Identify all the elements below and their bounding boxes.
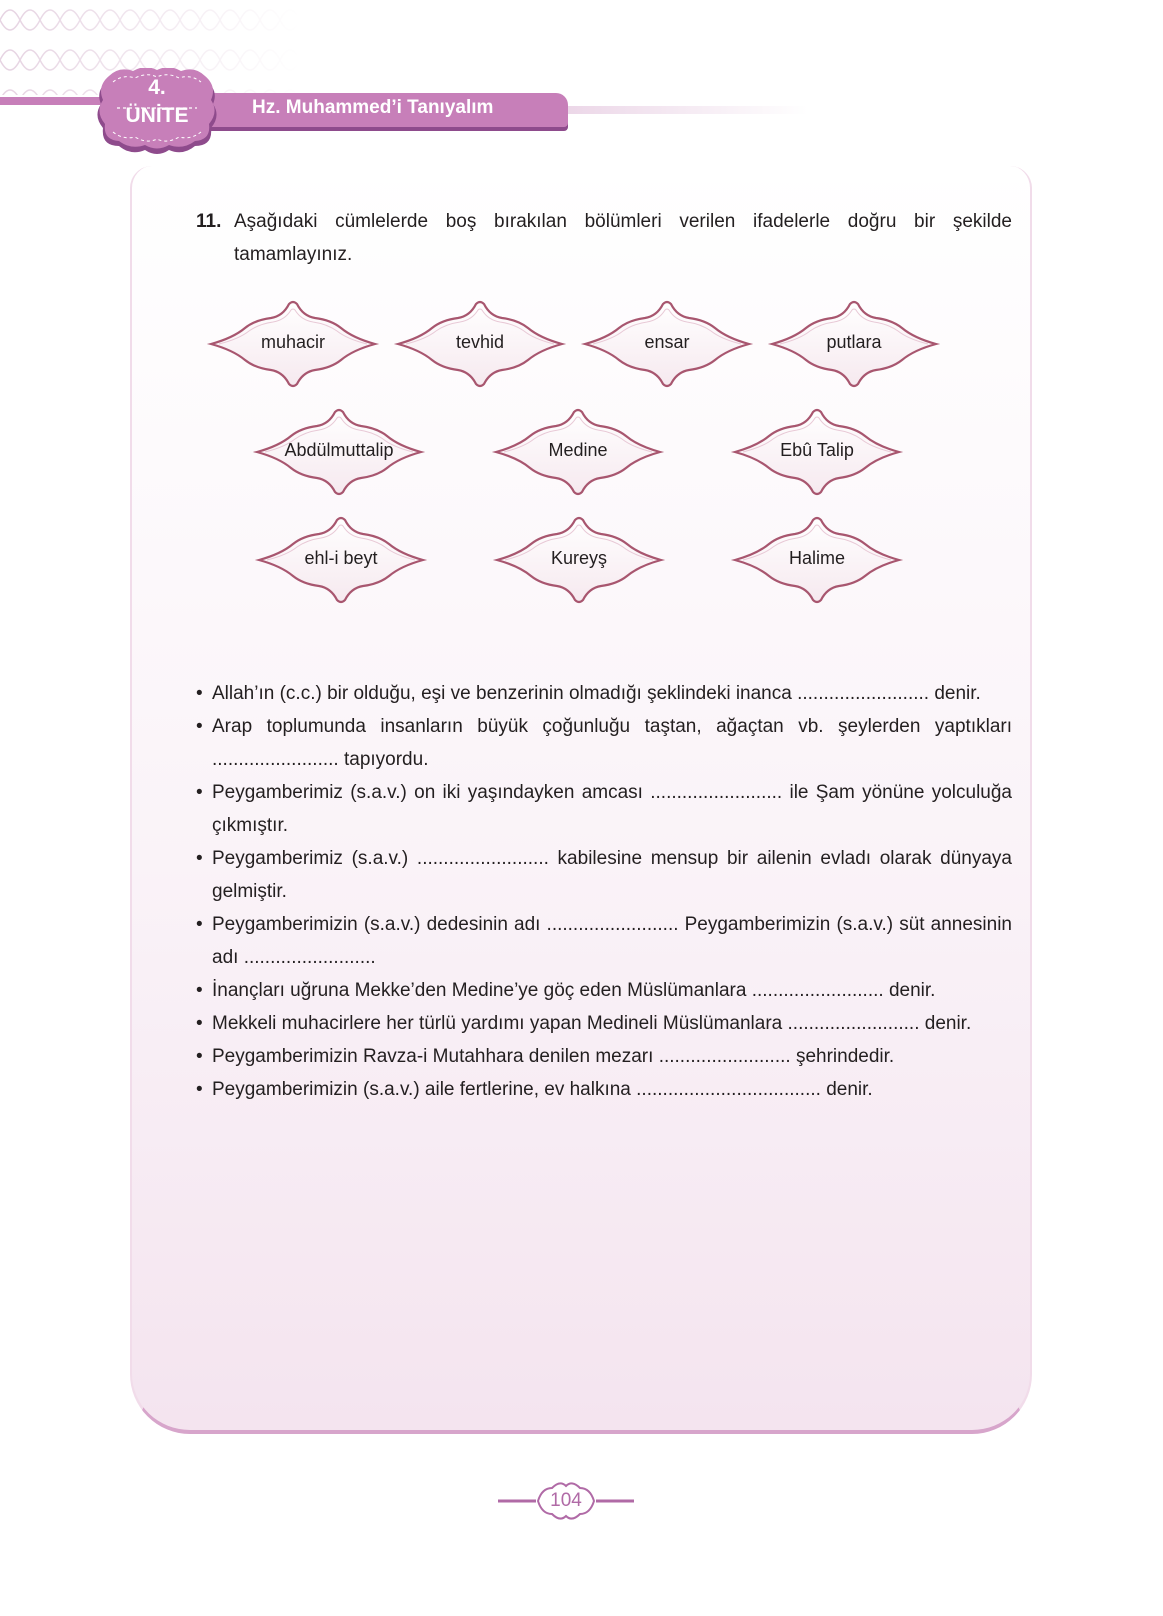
sentence-item: [196, 776, 1012, 842]
question-text: Aşağıdaki cümlelerde boş bırakılan bölümleri verilen ifadelerle doğru bir şekilde tamamlayınız.: [234, 211, 1012, 265]
word-chip: [729, 406, 905, 498]
bullet-icon: •: [196, 716, 203, 737]
sentence-item: [196, 908, 1012, 974]
word-chip-label: Halime: [788, 548, 845, 568]
sentence-item: [196, 842, 1012, 908]
word-chip-label: ensar: [644, 332, 690, 352]
sentence-list: [196, 677, 1012, 1106]
word-chip: [491, 514, 667, 606]
bullet-icon: •: [196, 683, 203, 704]
word-chip-label: tevhid: [455, 332, 505, 352]
word-chip-label: Medine: [548, 440, 608, 460]
sentence-text: Peygamberimizin (s.a.v.) aile fertlerine, ev halkına ................................... denir.: [212, 1079, 873, 1100]
word-chip: [251, 406, 427, 498]
word-chip-label: putlara: [826, 332, 882, 352]
sentence-text: İnançları uğruna Mekke’den Medine’ye göç eden Müslümanlara ......................... denir.: [212, 980, 936, 1001]
sentence-text: Peygamberimiz (s.a.v.) ......................... kabilesine mensup bir ailenin evladı olarak dünyaya gelmiştir.: [212, 848, 1012, 902]
sentence-item: [196, 677, 1012, 710]
chapter-title-bar: [190, 93, 568, 127]
bullet-icon: •: [196, 782, 203, 803]
unit-label: ÜNİTE: [125, 104, 189, 127]
sentence-text: Allah’ın (c.c.) bir olduğu, eşi ve benzerinin olmadığı şeklindeki inanca ......................... denir.: [212, 683, 981, 704]
title-fade: [568, 106, 808, 114]
word-chip-label: Kureyş: [550, 548, 608, 568]
word-chip: [205, 298, 381, 390]
sentence-text: Arap toplumunda insanların büyük çoğunluğu taştan, ağaçtan vb. şeylerden yaptıkları ........................ tapıyordu.: [212, 716, 1012, 770]
bullet-icon: •: [196, 1079, 203, 1100]
word-chip: [392, 298, 568, 390]
bullet-icon: •: [196, 914, 203, 935]
sentence-text: Peygamberimiz (s.a.v.) on iki yaşındayken amcası ......................... ile Şam yönüne yolculuğa çıkmıştır.: [212, 782, 1012, 836]
unit-badge: [95, 68, 219, 154]
word-chip: [490, 406, 666, 498]
bullet-icon: •: [196, 848, 203, 869]
sentence-item: [196, 974, 1012, 1007]
sentence-text: Mekkeli muhacirlere her türlü yardımı yapan Medineli Müslümanlara ......................... denir.: [212, 1013, 972, 1034]
sentence-item: [196, 710, 1012, 776]
bullet-icon: •: [196, 1046, 203, 1067]
sentence-item: [196, 1073, 1012, 1106]
page-number-badge: [498, 1478, 634, 1524]
word-chip: [253, 514, 429, 606]
word-chip: [729, 514, 905, 606]
unit-number: 4.: [148, 76, 166, 99]
word-chip-label: Ebû Talip: [780, 440, 854, 460]
chapter-title: Hz. Muhammed’i Tanıyalım: [252, 97, 494, 118]
word-chip: [579, 298, 755, 390]
sentence-text: Peygamberimizin Ravza-i Mutahhara denilen mezarı ......................... şehrindedir.: [212, 1046, 895, 1067]
question-number: 11.: [196, 211, 222, 232]
sentence-item: [196, 1040, 1012, 1073]
sentence-item: [196, 1007, 1012, 1040]
word-chip-label: ehl-i beyt: [304, 548, 378, 568]
word-chip: [766, 298, 942, 390]
word-chip-label: muhacir: [260, 332, 326, 352]
bullet-icon: •: [196, 1013, 203, 1034]
question: [196, 205, 1012, 271]
bullet-icon: •: [196, 980, 203, 1001]
sentence-text: Peygamberimizin (s.a.v.) dedesinin adı ......................... Peygamberimizin (s.a.v.) süt annesinin adı .........................: [212, 914, 1012, 968]
word-chip-label: Abdülmuttalip: [284, 440, 394, 460]
page-number: 104: [550, 1490, 582, 1511]
